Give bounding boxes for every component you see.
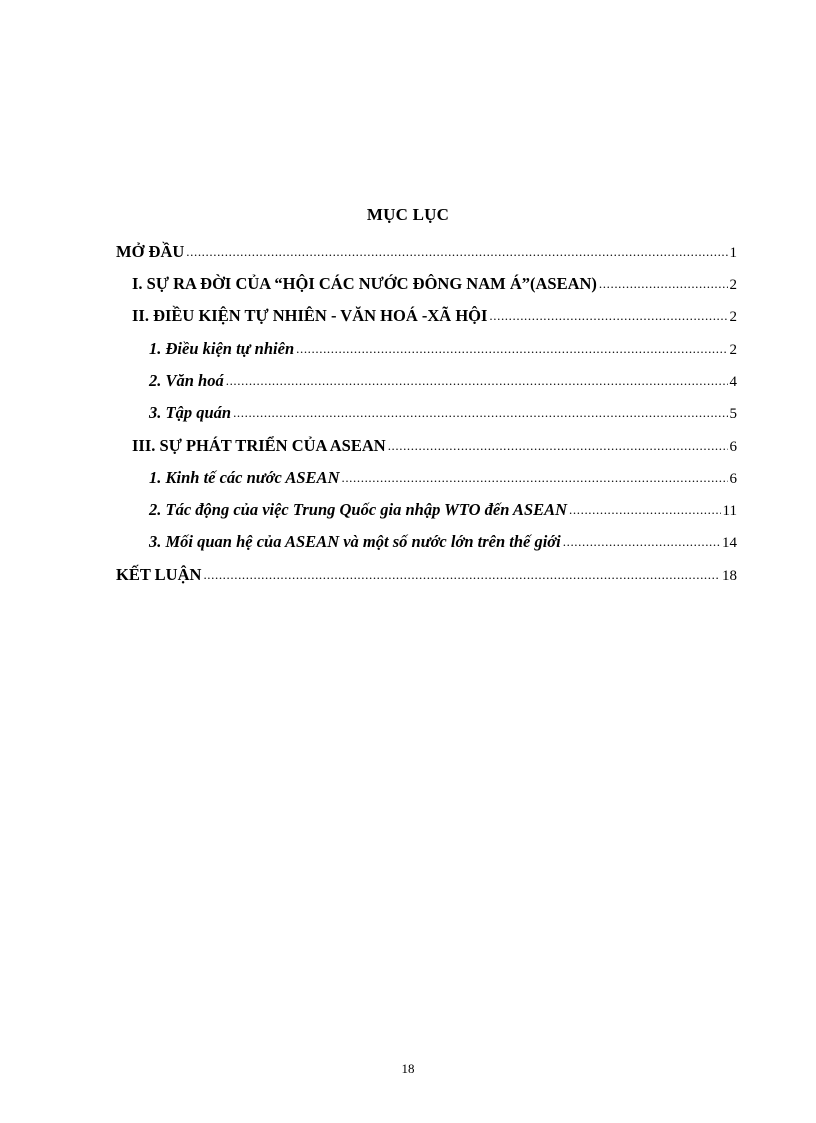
toc-leader-dots <box>203 566 720 585</box>
toc-leader-dots <box>599 275 728 294</box>
toc-entry-page: 4 <box>729 374 737 390</box>
toc-leader-dots <box>226 372 728 391</box>
toc-entry-label: I. SỰ RA ĐỜI CỦA “HỘI CÁC NƯỚC ĐÔNG NAM Á”(ASEAN) <box>132 274 597 293</box>
toc-entry-label: III. SỰ PHÁT TRIỂN CỦA ASEAN <box>132 436 386 455</box>
toc-entry-subsection[interactable] <box>149 496 737 520</box>
toc-entry-section-1[interactable] <box>132 270 737 294</box>
toc-entry-page: 18 <box>722 568 737 584</box>
toc-entry-page: 2 <box>729 342 737 358</box>
toc-entry-label: MỞ ĐẦU <box>116 242 185 261</box>
toc-leader-dots <box>388 437 728 456</box>
toc-entry-page: 2 <box>729 277 737 293</box>
toc-entry-subsection[interactable] <box>149 367 737 391</box>
toc-entry-page: 1 <box>729 245 737 261</box>
toc-entry-page: 6 <box>729 471 737 487</box>
toc-leader-dots <box>296 340 727 359</box>
toc-entry-section-2[interactable] <box>132 302 737 326</box>
toc-entry-section-3[interactable] <box>132 432 737 456</box>
toc-entry-mo-dau[interactable] <box>116 238 737 262</box>
toc-title: MỤC LỤC <box>366 205 450 224</box>
toc-entry-subsection[interactable] <box>149 464 737 488</box>
toc-entry-label: 2. Tác động của việc Trung Quốc gia nhập WTO đến ASEAN <box>149 500 568 519</box>
toc-leader-dots <box>563 533 720 552</box>
toc-entry-ket-luan[interactable] <box>116 561 737 585</box>
toc-entry-page: 6 <box>729 439 737 455</box>
toc-entry-label: KẾT LUẬN <box>116 565 202 584</box>
toc-entry-page: 11 <box>722 503 737 519</box>
toc-entry-label: 2. Văn hoá <box>149 371 224 390</box>
toc-entry-page: 5 <box>729 406 737 422</box>
toc-entry-subsection[interactable] <box>149 399 737 423</box>
toc-leader-dots <box>569 501 721 520</box>
page-number: 18 <box>401 1061 415 1076</box>
toc-leader-dots <box>186 243 727 262</box>
toc-entry-subsection[interactable] <box>149 335 737 359</box>
toc-entry-page: 2 <box>729 309 737 325</box>
toc-entry-label: 1. Điều kiện tự nhiên <box>149 339 295 358</box>
toc-leader-dots <box>341 469 727 488</box>
toc-entry-subsection[interactable] <box>149 528 737 552</box>
toc-entry-label: 3. Mối quan hệ của ASEAN và một số nước lớn trên thế giới <box>149 532 561 551</box>
toc-entry-label: II. ĐIỀU KIỆN TỰ NHIÊN - VĂN HOÁ -XÃ HỘI <box>132 306 488 325</box>
toc-entry-label: 1. Kinh tế các nước ASEAN <box>149 468 340 487</box>
toc-leader-dots <box>489 307 727 326</box>
toc-leader-dots <box>233 404 727 423</box>
toc-entry-label: 3. Tập quán <box>149 403 232 422</box>
toc-entry-page: 14 <box>722 535 737 551</box>
